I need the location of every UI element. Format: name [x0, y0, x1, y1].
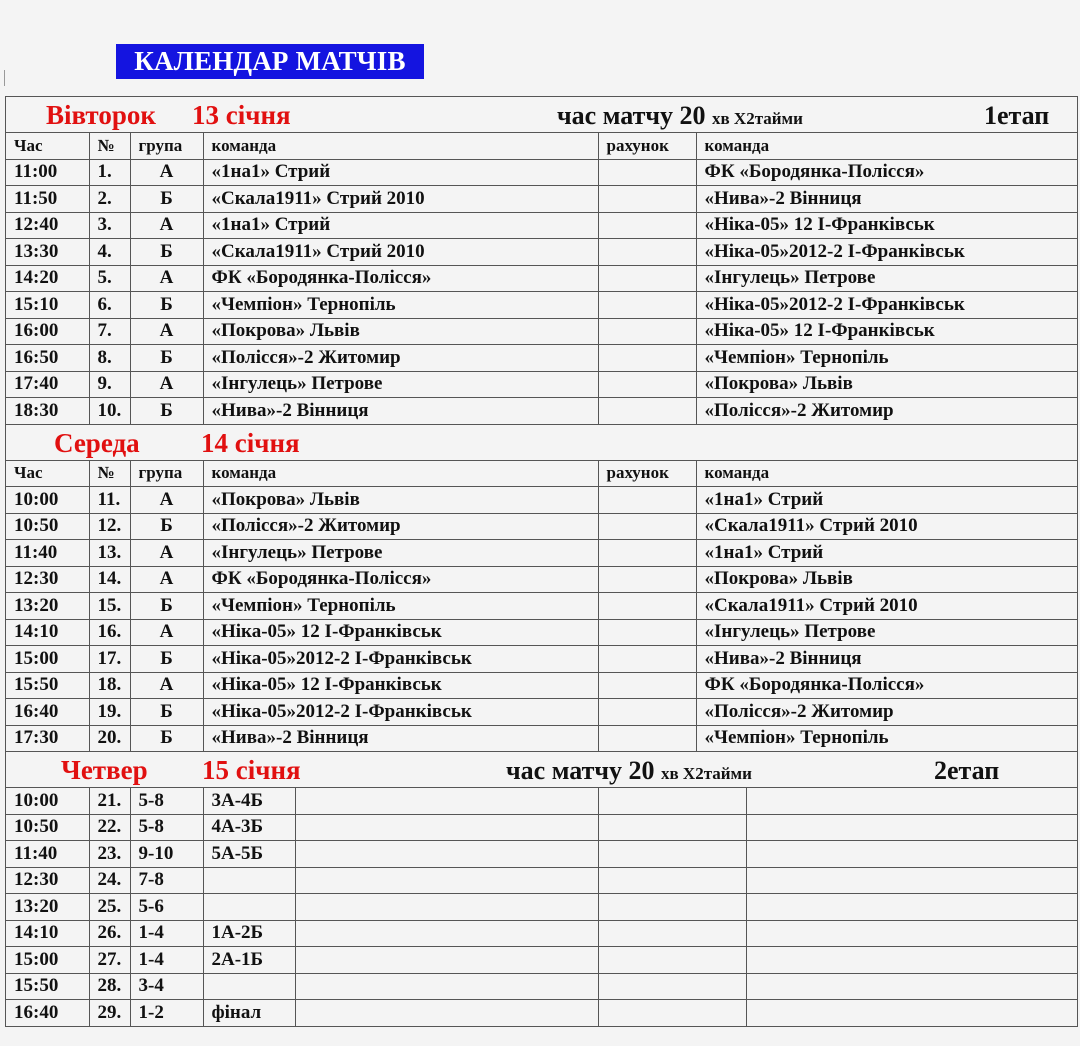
- match-row: [6, 894, 1077, 921]
- match-number: 29.: [89, 1000, 130, 1026]
- home-team: «1на1» Стрий: [203, 212, 598, 239]
- score-cell[interactable]: [598, 894, 746, 921]
- column-header-row: [6, 133, 1077, 159]
- match-places: 1-4: [130, 947, 203, 974]
- match-group: Б: [130, 725, 203, 751]
- match-time: 11:40: [6, 841, 89, 868]
- home-team: «Скала1911» Стрий 2010: [203, 186, 598, 213]
- match-time: 10:00: [6, 487, 89, 514]
- score-cell[interactable]: [598, 513, 696, 540]
- score-cell[interactable]: [598, 566, 696, 593]
- match-group: Б: [130, 513, 203, 540]
- match-row: [6, 398, 1077, 424]
- match-time: 14:10: [6, 920, 89, 947]
- match-time: 15:50: [6, 973, 89, 1000]
- home-team: ФК «Бородянка-Полісся»: [203, 265, 598, 292]
- match-pairing: [203, 973, 295, 1000]
- away-team: «Ніка-05»2012-2 І-Франківськ: [696, 292, 1077, 319]
- match-places: 1-4: [130, 920, 203, 947]
- team-cell[interactable]: [295, 973, 598, 1000]
- match-duration: [506, 752, 752, 793]
- day-name: Четвер: [61, 755, 148, 785]
- score-cell[interactable]: [598, 725, 696, 751]
- match-time: 10:00: [6, 788, 89, 814]
- day-header-tuesday: [6, 97, 1077, 133]
- home-team: «Інгулець» Петрове: [203, 371, 598, 398]
- home-team: «1на1» Стрий: [203, 159, 598, 186]
- match-group: Б: [130, 398, 203, 424]
- match-time: 15:00: [6, 646, 89, 673]
- match-time: 11:50: [6, 186, 89, 213]
- match-number: 25.: [89, 894, 130, 921]
- day-header-wednesday: [6, 424, 1077, 461]
- match-time: 14:10: [6, 619, 89, 646]
- match-number: 21.: [89, 788, 130, 814]
- match-time: 12:40: [6, 212, 89, 239]
- score-cell[interactable]: [598, 1000, 746, 1026]
- day-date: 15 січня: [202, 755, 301, 785]
- match-places: 5-8: [130, 814, 203, 841]
- home-team: «Полісся»-2 Житомир: [203, 345, 598, 372]
- match-number: 12.: [89, 513, 130, 540]
- match-number: 14.: [89, 566, 130, 593]
- home-team: «Інгулець» Петрове: [203, 540, 598, 567]
- match-group: Б: [130, 646, 203, 673]
- match-row: [6, 186, 1077, 213]
- match-row: [6, 212, 1077, 239]
- match-time: 11:40: [6, 540, 89, 567]
- match-number: 27.: [89, 947, 130, 974]
- page-title: КАЛЕНДАР МАТЧІВ: [116, 44, 424, 79]
- match-group: Б: [130, 593, 203, 620]
- score-cell[interactable]: [598, 398, 696, 424]
- match-time: 10:50: [6, 513, 89, 540]
- away-team: «Покрова» Львів: [696, 371, 1077, 398]
- day1-table: [6, 133, 1077, 424]
- away-team: «Ніка-05»2012-2 І-Франківськ: [696, 239, 1077, 266]
- score-cell[interactable]: [598, 814, 746, 841]
- match-row: [6, 699, 1077, 726]
- match-time: 10:50: [6, 814, 89, 841]
- stage-label: 2етап: [934, 756, 1000, 785]
- match-row: [6, 345, 1077, 372]
- away-team: «Скала1911» Стрий 2010: [696, 593, 1077, 620]
- score-cell[interactable]: [598, 947, 746, 974]
- match-pairing: 5А-5Б: [203, 841, 295, 868]
- away-team: «Скала1911» Стрий 2010: [696, 513, 1077, 540]
- match-places: 9-10: [130, 841, 203, 868]
- match-number: 4.: [89, 239, 130, 266]
- team-cell[interactable]: [746, 841, 1077, 868]
- match-number: 2.: [89, 186, 130, 213]
- match-row: [6, 265, 1077, 292]
- match-group: Б: [130, 239, 203, 266]
- score-cell[interactable]: [598, 841, 746, 868]
- home-team: «Полісся»-2 Житомир: [203, 513, 598, 540]
- away-team: ФК «Бородянка-Полісся»: [696, 672, 1077, 699]
- score-cell[interactable]: [598, 371, 696, 398]
- day-header-thursday: [6, 751, 1077, 788]
- col-score: рахунок: [598, 133, 696, 159]
- away-team: «Нива»-2 Вінниця: [696, 646, 1077, 673]
- col-team: команда: [203, 461, 598, 487]
- match-number: 20.: [89, 725, 130, 751]
- score-cell[interactable]: [598, 593, 696, 620]
- home-team: «Ніка-05» 12 І-Франківськ: [203, 619, 598, 646]
- home-team: «Нива»-2 Вінниця: [203, 725, 598, 751]
- col-time: Час: [6, 133, 89, 159]
- match-number: 15.: [89, 593, 130, 620]
- match-pairing: [203, 867, 295, 894]
- match-row: [6, 566, 1077, 593]
- match-group: А: [130, 318, 203, 345]
- day-name: Вівторок: [46, 100, 156, 130]
- team-cell[interactable]: [746, 1000, 1077, 1026]
- match-group: А: [130, 487, 203, 514]
- match-group: Б: [130, 186, 203, 213]
- match-duration-unit: хв Х2тайми: [661, 764, 752, 783]
- score-cell[interactable]: [598, 292, 696, 319]
- match-number: 8.: [89, 345, 130, 372]
- match-group: Б: [130, 292, 203, 319]
- match-pairing: 1А-2Б: [203, 920, 295, 947]
- score-cell[interactable]: [598, 973, 746, 1000]
- match-row: [6, 159, 1077, 186]
- match-group: Б: [130, 699, 203, 726]
- col-opponent: команда: [696, 461, 1077, 487]
- match-pairing: фінал: [203, 1000, 295, 1026]
- match-row: [6, 814, 1077, 841]
- score-cell[interactable]: [598, 186, 696, 213]
- match-row: [6, 619, 1077, 646]
- score-cell[interactable]: [598, 318, 696, 345]
- home-team: «Ніка-05»2012-2 І-Франківськ: [203, 646, 598, 673]
- match-group: А: [130, 540, 203, 567]
- col-time: Час: [6, 461, 89, 487]
- match-row: [6, 593, 1077, 620]
- match-group: Б: [130, 345, 203, 372]
- team-cell[interactable]: [295, 867, 598, 894]
- match-number: 18.: [89, 672, 130, 699]
- team-cell[interactable]: [295, 841, 598, 868]
- match-pairing: [203, 894, 295, 921]
- match-duration: [557, 97, 803, 138]
- match-time: 13:20: [6, 894, 89, 921]
- match-time: 15:10: [6, 292, 89, 319]
- match-time: 16:40: [6, 699, 89, 726]
- match-time: 14:20: [6, 265, 89, 292]
- match-number: 11.: [89, 487, 130, 514]
- away-team: «Ніка-05» 12 І-Франківськ: [696, 212, 1077, 239]
- home-team: «Чемпіон» Тернопіль: [203, 292, 598, 319]
- away-team: «Інгулець» Петрове: [696, 619, 1077, 646]
- match-number: 23.: [89, 841, 130, 868]
- score-cell[interactable]: [598, 345, 696, 372]
- home-team: «Покрова» Львів: [203, 318, 598, 345]
- match-places: 3-4: [130, 973, 203, 1000]
- match-places: 7-8: [130, 867, 203, 894]
- match-group: А: [130, 265, 203, 292]
- stage-label: 1етап: [984, 101, 1050, 130]
- match-number: 6.: [89, 292, 130, 319]
- match-group: А: [130, 371, 203, 398]
- match-row: [6, 487, 1077, 514]
- score-cell[interactable]: [598, 920, 746, 947]
- match-group: А: [130, 566, 203, 593]
- match-row: [6, 672, 1077, 699]
- away-team: «Ніка-05» 12 І-Франківськ: [696, 318, 1077, 345]
- match-number: 7.: [89, 318, 130, 345]
- match-number: 9.: [89, 371, 130, 398]
- page-edge-marker: [0, 70, 5, 86]
- home-team: «Чемпіон» Тернопіль: [203, 593, 598, 620]
- match-number: 24.: [89, 867, 130, 894]
- schedule-table: [5, 96, 1078, 1027]
- col-group: група: [130, 133, 203, 159]
- match-number: 26.: [89, 920, 130, 947]
- day-date: 13 січня: [192, 100, 291, 130]
- match-time: 13:30: [6, 239, 89, 266]
- match-row: [6, 540, 1077, 567]
- match-row: [6, 513, 1077, 540]
- col-opponent: команда: [696, 133, 1077, 159]
- col-num: №: [89, 133, 130, 159]
- day3-table: [6, 788, 1077, 1026]
- score-cell[interactable]: [598, 265, 696, 292]
- away-team: «1на1» Стрий: [696, 487, 1077, 514]
- away-team: «Чемпіон» Тернопіль: [696, 725, 1077, 751]
- match-row: [6, 920, 1077, 947]
- match-number: 19.: [89, 699, 130, 726]
- match-group: А: [130, 159, 203, 186]
- away-team: «Полісся»-2 Житомир: [696, 398, 1077, 424]
- match-row: [6, 973, 1077, 1000]
- match-number: 13.: [89, 540, 130, 567]
- score-cell[interactable]: [598, 159, 696, 186]
- match-row: [6, 867, 1077, 894]
- match-row: [6, 947, 1077, 974]
- team-cell[interactable]: [295, 947, 598, 974]
- column-header-row: [6, 461, 1077, 487]
- home-team: «Покрова» Львів: [203, 487, 598, 514]
- match-places: 5-8: [130, 788, 203, 814]
- team-cell[interactable]: [746, 894, 1077, 921]
- match-time: 15:50: [6, 672, 89, 699]
- match-time: 12:30: [6, 867, 89, 894]
- match-row: [6, 292, 1077, 319]
- match-time: 12:30: [6, 566, 89, 593]
- score-cell[interactable]: [598, 867, 746, 894]
- match-time: 11:00: [6, 159, 89, 186]
- home-team: «Скала1911» Стрий 2010: [203, 239, 598, 266]
- day2-table: [6, 461, 1077, 752]
- score-cell[interactable]: [598, 672, 696, 699]
- match-row: [6, 725, 1077, 751]
- match-group: А: [130, 619, 203, 646]
- team-cell[interactable]: [746, 788, 1077, 814]
- away-team: «1на1» Стрий: [696, 540, 1077, 567]
- score-cell[interactable]: [598, 239, 696, 266]
- match-pairing: 3А-4Б: [203, 788, 295, 814]
- team-cell[interactable]: [295, 1000, 598, 1026]
- match-duration-unit: хв Х2тайми: [712, 109, 803, 128]
- team-cell[interactable]: [746, 920, 1077, 947]
- away-team: «Покрова» Львів: [696, 566, 1077, 593]
- match-time: 17:30: [6, 725, 89, 751]
- match-number: 22.: [89, 814, 130, 841]
- match-time: 13:20: [6, 593, 89, 620]
- home-team: «Ніка-05»2012-2 І-Франківськ: [203, 699, 598, 726]
- match-number: 5.: [89, 265, 130, 292]
- team-cell[interactable]: [295, 920, 598, 947]
- home-team: «Ніка-05» 12 І-Франківськ: [203, 672, 598, 699]
- match-duration-main: час матчу 20: [506, 756, 655, 785]
- match-time: 18:30: [6, 398, 89, 424]
- away-team: «Полісся»-2 Житомир: [696, 699, 1077, 726]
- home-team: «Нива»-2 Вінниця: [203, 398, 598, 424]
- match-row: [6, 646, 1077, 673]
- away-team: ФК «Бородянка-Полісся»: [696, 159, 1077, 186]
- match-places: 1-2: [130, 1000, 203, 1026]
- match-pairing: 4А-3Б: [203, 814, 295, 841]
- match-row: [6, 318, 1077, 345]
- team-cell[interactable]: [295, 894, 598, 921]
- col-group: група: [130, 461, 203, 487]
- match-time: 17:40: [6, 371, 89, 398]
- away-team: «Чемпіон» Тернопіль: [696, 345, 1077, 372]
- match-row: [6, 841, 1077, 868]
- match-group: А: [130, 672, 203, 699]
- team-cell[interactable]: [746, 814, 1077, 841]
- match-number: 17.: [89, 646, 130, 673]
- team-cell[interactable]: [746, 867, 1077, 894]
- score-cell[interactable]: [598, 487, 696, 514]
- team-cell[interactable]: [746, 973, 1077, 1000]
- match-time: 15:00: [6, 947, 89, 974]
- col-score: рахунок: [598, 461, 696, 487]
- col-team: команда: [203, 133, 598, 159]
- match-number: 10.: [89, 398, 130, 424]
- match-time: 16:50: [6, 345, 89, 372]
- match-time: 16:40: [6, 1000, 89, 1026]
- match-pairing: 2А-1Б: [203, 947, 295, 974]
- match-number: 28.: [89, 973, 130, 1000]
- score-cell[interactable]: [598, 646, 696, 673]
- away-team: «Нива»-2 Вінниця: [696, 186, 1077, 213]
- day-date: 14 січня: [201, 427, 300, 458]
- match-number: 1.: [89, 159, 130, 186]
- team-cell[interactable]: [295, 814, 598, 841]
- match-duration-main: час матчу 20: [557, 101, 706, 130]
- score-cell[interactable]: [598, 619, 696, 646]
- match-group: А: [130, 212, 203, 239]
- away-team: «Інгулець» Петрове: [696, 265, 1077, 292]
- match-row: [6, 239, 1077, 266]
- match-row: [6, 1000, 1077, 1026]
- match-number: 3.: [89, 212, 130, 239]
- match-row: [6, 371, 1077, 398]
- match-places: 5-6: [130, 894, 203, 921]
- col-num: №: [89, 461, 130, 487]
- home-team: ФК «Бородянка-Полісся»: [203, 566, 598, 593]
- score-cell[interactable]: [598, 699, 696, 726]
- day-name: Середа: [54, 427, 140, 458]
- match-time: 16:00: [6, 318, 89, 345]
- score-cell[interactable]: [598, 540, 696, 567]
- team-cell[interactable]: [746, 947, 1077, 974]
- score-cell[interactable]: [598, 212, 696, 239]
- match-number: 16.: [89, 619, 130, 646]
